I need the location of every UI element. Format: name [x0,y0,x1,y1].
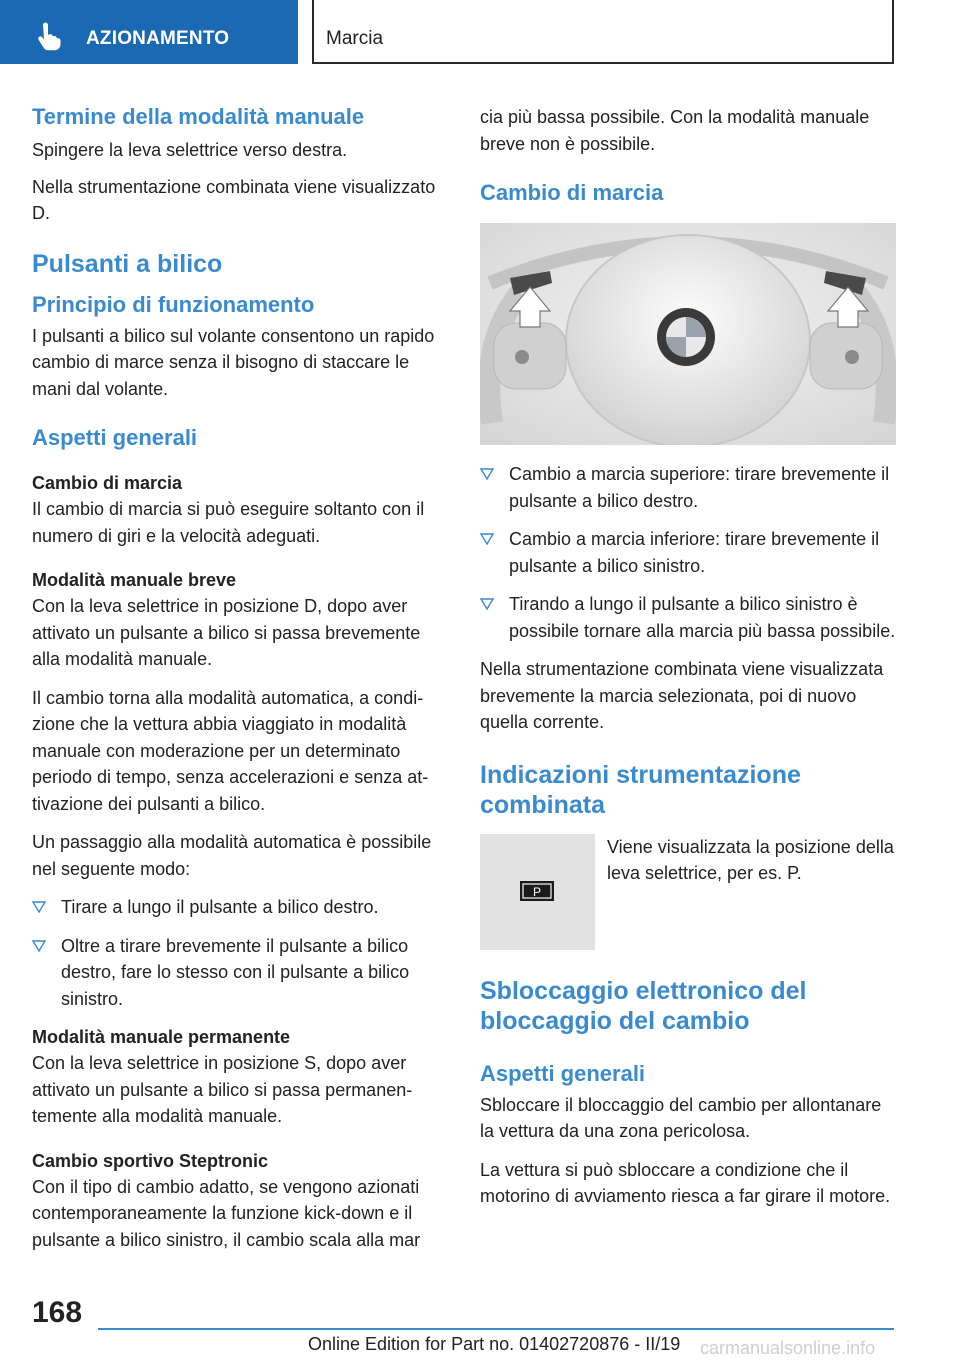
edition-text: Online Edition for Part no. 01402720876 - II/19 [308,1334,681,1354]
heading-sblocco: Sbloccaggio elettronico del bloccaggio del cambio [480,976,807,1035]
heading-aspetti: Aspetti generali [32,425,198,450]
gear-position-display-image [480,834,595,950]
paragraph: Spingere la leva selettrice verso destra. [32,140,348,160]
paragraph: Sbloccare il bloccaggio del cambio per allontanare la vettura da una zona pericolosa. [480,1094,882,1141]
paragraph: I pulsanti a bilico sul volante consentono un rapido cambio di marce senza il bisogno di staccare le mani dal volante. [32,325,435,399]
heading-cambio: Cambio di marcia [32,473,183,493]
heading-breve: Modalità manuale breve [32,570,237,590]
steering-wheel-figure [480,223,896,445]
subsection-box [312,0,894,64]
indicator-block [480,834,896,950]
triangle-bullet-icon [480,598,494,610]
bullet-list [32,894,448,1012]
list-item: Cambio a marcia inferiore: tirare brevemente il pulsante a bilico sinistro. [480,526,896,579]
section-title: AZIONAMENTO [86,28,230,49]
subsection-title: Marcia [326,28,384,49]
paragraph: Con il tipo di cambio adatto, se vengono azionati contemporaneamente la funzione kick-down e il pulsante a bilico sinistro, il cambio scala alla mar [32,1176,421,1250]
footer-divider [98,1328,894,1330]
list-item: Tirando a lungo il pulsante a bilico sinistro è possibile tornare alla marcia più bassa possibile. [480,591,896,644]
paragraph: Nella strumentazione combinata viene visualizzata brevemente la marcia selezionata, poi di nuovo quella corrente. [480,659,884,732]
left-column [32,98,448,1265]
triangle-bullet-icon [32,901,46,913]
triangle-bullet-icon [480,468,494,480]
heading-steptronic: Cambio sportivo Steptronic [32,1150,269,1171]
paragraph: Con la leva selettrice in posizione D, dopo aver attivato un pulsante a bilico si passa brevemente alla modalità manuale. [32,596,421,669]
hand-pointer-icon [34,22,64,52]
triangle-bullet-icon [480,533,494,545]
paragraph: Un passaggio alla modalità automatica è possibile nel seguente modo: [32,832,432,879]
heading-aspetti: Aspetti generali [480,1060,646,1086]
heading-cambio: Cambio di marcia [480,180,664,205]
right-column [480,98,896,1222]
paragraph: Il cambio di marcia si può eseguire soltanto con il numero di giri e la velocità adeguati. [32,499,425,546]
indicator-letter: P [532,884,542,899]
paragraph: cia più bassa possibile. Con la modalità manuale breve non è possibile. [480,107,870,154]
paragraph: La vettura si può sbloccare a condizione che il motorino di avviamento riesca a far girare il motore. [480,1159,891,1206]
watermark: carmanualsonline.info [700,1338,876,1358]
paragraph: Con la leva selettrice in posizione S, dopo aver attivato un pulsante a bilico si passa permanentemente alla modalità manuale. [32,1053,413,1126]
heading-principio: Principio di funzionamento [32,291,315,317]
paragraph: Nella strumentazione combinata viene visualizzato D. [32,176,436,223]
heading-pulsanti: Pulsanti a bilico [32,249,223,278]
list-item: Tirare a lungo il pulsante a bilico destro. [32,894,448,921]
paragraph: Il cambio torna alla modalità automatica, a condizione che la vettura abbia viaggiato in modalità manuale con moderazione per un determinato periodo di tempo, senza accelerazioni e senza attivazione dei pulsanti a bilico. [32,687,429,814]
section-tab[interactable] [0,0,298,64]
bullet-list [480,461,896,644]
heading-permanente: Modalità manuale permanente [32,1027,291,1047]
heading-termine: Termine della modalità manuale [32,104,365,129]
list-item: Cambio a marcia superiore: tirare brevemente il pulsante a bilico destro. [480,461,896,514]
page-number: 168 [32,1296,83,1329]
list-item: Oltre a tirare brevemente il pulsante a bilico destro, fare lo stesso con il pulsante a bilico sinistro. [32,933,448,1013]
heading-indicazioni: Indicazioni strumentazione combinata [480,760,801,819]
paragraph: Viene visualizzata la posizione della leva selettrice, per es. P. [607,836,894,883]
triangle-bullet-icon [32,940,46,952]
